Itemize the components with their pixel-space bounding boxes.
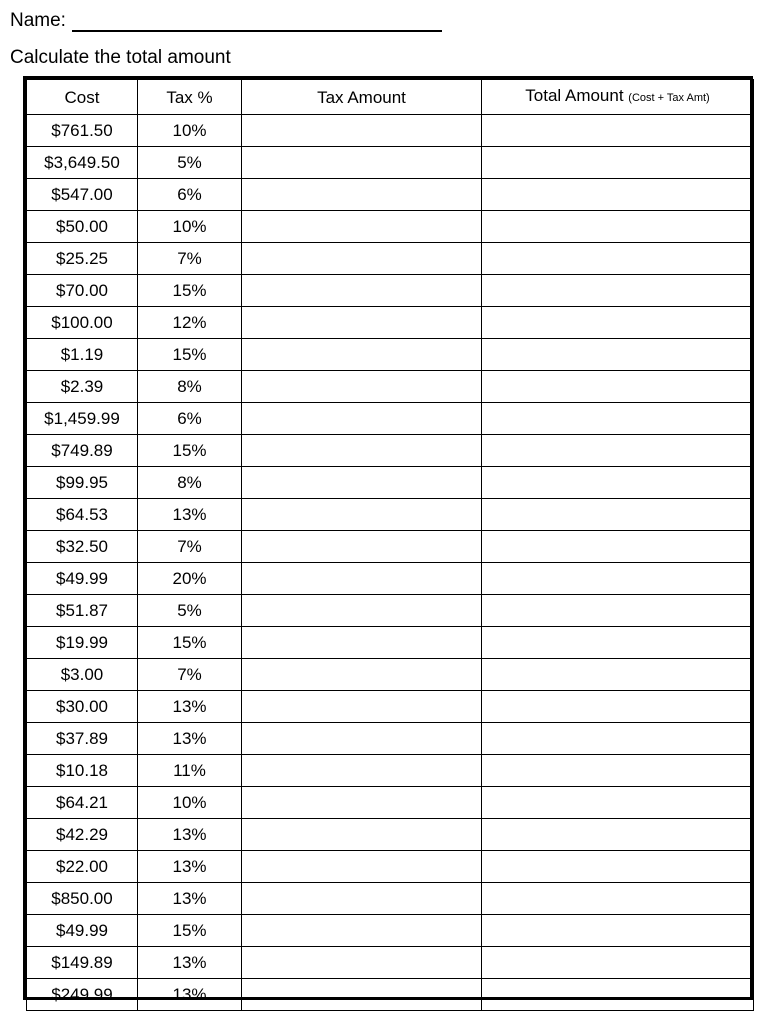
header-tax-amount: Tax Amount [242, 80, 482, 115]
tax-percent-cell: 13% [138, 883, 242, 915]
table-row [27, 211, 754, 243]
cost-cell: $51.87 [27, 595, 138, 627]
cost-cell: $850.00 [27, 883, 138, 915]
table-row [27, 307, 754, 339]
cost-cell: $37.89 [27, 723, 138, 755]
cost-cell: $22.00 [27, 851, 138, 883]
tax-amount-answer-cell[interactable] [242, 435, 482, 467]
tax-percent-cell: 15% [138, 627, 242, 659]
total-amount-answer-cell[interactable] [482, 275, 754, 307]
total-amount-answer-cell[interactable] [482, 115, 754, 147]
total-amount-answer-cell[interactable] [482, 499, 754, 531]
cost-cell: $3,649.50 [27, 147, 138, 179]
table-row [27, 467, 754, 499]
total-amount-answer-cell[interactable] [482, 883, 754, 915]
table-row [27, 531, 754, 563]
total-amount-answer-cell[interactable] [482, 403, 754, 435]
cost-cell: $2.39 [27, 371, 138, 403]
tax-percent-cell: 13% [138, 851, 242, 883]
tax-percent-cell: 11% [138, 755, 242, 787]
tax-percent-cell: 15% [138, 435, 242, 467]
tax-amount-answer-cell[interactable] [242, 723, 482, 755]
name-blank-line[interactable] [72, 8, 442, 32]
cost-cell: $10.18 [27, 755, 138, 787]
cost-cell: $149.89 [27, 947, 138, 979]
total-amount-answer-cell[interactable] [482, 307, 754, 339]
tax-amount-answer-cell[interactable] [242, 947, 482, 979]
tax-amount-answer-cell[interactable] [242, 147, 482, 179]
total-amount-answer-cell[interactable] [482, 947, 754, 979]
table-row [27, 787, 754, 819]
cost-cell: $30.00 [27, 691, 138, 723]
tax-percent-cell: 15% [138, 339, 242, 371]
tax-percent-cell: 5% [138, 147, 242, 179]
tax-percent-cell: 7% [138, 659, 242, 691]
tax-amount-answer-cell[interactable] [242, 499, 482, 531]
tax-amount-answer-cell[interactable] [242, 819, 482, 851]
tax-percent-cell: 13% [138, 979, 242, 1011]
tax-amount-answer-cell[interactable] [242, 339, 482, 371]
total-amount-answer-cell[interactable] [482, 147, 754, 179]
tax-amount-answer-cell[interactable] [242, 179, 482, 211]
table-row [27, 979, 754, 1011]
tax-percent-cell: 13% [138, 819, 242, 851]
table-row [27, 819, 754, 851]
table-row [27, 851, 754, 883]
cost-cell: $49.99 [27, 563, 138, 595]
table-row [27, 691, 754, 723]
total-amount-answer-cell[interactable] [482, 819, 754, 851]
table-row [27, 627, 754, 659]
table-row [27, 723, 754, 755]
tax-amount-answer-cell[interactable] [242, 115, 482, 147]
table-row [27, 563, 754, 595]
tax-amount-answer-cell[interactable] [242, 915, 482, 947]
tax-amount-answer-cell[interactable] [242, 979, 482, 1011]
total-amount-answer-cell[interactable] [482, 691, 754, 723]
table-row [27, 435, 754, 467]
total-amount-answer-cell[interactable] [482, 755, 754, 787]
total-amount-answer-cell[interactable] [482, 179, 754, 211]
cost-cell: $64.53 [27, 499, 138, 531]
name-field-row [10, 6, 442, 32]
total-amount-answer-cell[interactable] [482, 211, 754, 243]
tax-amount-answer-cell[interactable] [242, 211, 482, 243]
cost-cell: $64.21 [27, 787, 138, 819]
total-amount-answer-cell[interactable] [482, 531, 754, 563]
total-amount-answer-cell[interactable] [482, 659, 754, 691]
tax-amount-answer-cell[interactable] [242, 563, 482, 595]
tax-amount-answer-cell[interactable] [242, 371, 482, 403]
cost-cell: $249.99 [27, 979, 138, 1011]
header-tax-percent: Tax % [138, 80, 242, 115]
tax-amount-answer-cell[interactable] [242, 595, 482, 627]
total-amount-answer-cell[interactable] [482, 371, 754, 403]
total-amount-answer-cell[interactable] [482, 595, 754, 627]
table-row [27, 275, 754, 307]
cost-cell: $1.19 [27, 339, 138, 371]
tax-percent-cell: 6% [138, 179, 242, 211]
tax-amount-answer-cell[interactable] [242, 627, 482, 659]
cost-cell: $749.89 [27, 435, 138, 467]
tax-percent-cell: 5% [138, 595, 242, 627]
tax-amount-answer-cell[interactable] [242, 851, 482, 883]
instructions: Calculate the total amount [10, 47, 231, 68]
tax-percent-cell: 13% [138, 723, 242, 755]
total-amount-answer-cell[interactable] [482, 467, 754, 499]
table-row [27, 499, 754, 531]
table-row [27, 339, 754, 371]
total-amount-answer-cell[interactable] [482, 851, 754, 883]
table-body [27, 115, 754, 1011]
tax-percent-cell: 10% [138, 115, 242, 147]
header-total-amount-label: Total Amount [525, 86, 624, 105]
tax-amount-answer-cell[interactable] [242, 403, 482, 435]
header-cost: Cost [27, 80, 138, 115]
tax-amount-answer-cell[interactable] [242, 883, 482, 915]
table-row [27, 115, 754, 147]
table-row [27, 147, 754, 179]
tax-percent-cell: 13% [138, 947, 242, 979]
total-amount-answer-cell[interactable] [482, 435, 754, 467]
total-amount-answer-cell[interactable] [482, 979, 754, 1011]
cost-cell: $42.29 [27, 819, 138, 851]
total-amount-answer-cell[interactable] [482, 627, 754, 659]
cost-cell: $3.00 [27, 659, 138, 691]
table-row [27, 243, 754, 275]
table-row [27, 915, 754, 947]
cost-cell: $99.95 [27, 467, 138, 499]
cost-cell: $50.00 [27, 211, 138, 243]
tax-amount-answer-cell[interactable] [242, 691, 482, 723]
cost-cell: $547.00 [27, 179, 138, 211]
tax-amount-answer-cell[interactable] [242, 467, 482, 499]
tax-percent-cell: 13% [138, 499, 242, 531]
tax-amount-answer-cell[interactable] [242, 755, 482, 787]
table-row [27, 371, 754, 403]
table-row [27, 595, 754, 627]
table-header-row [27, 80, 754, 115]
tax-percent-cell: 20% [138, 563, 242, 595]
total-amount-answer-cell[interactable] [482, 563, 754, 595]
tax-percent-cell: 10% [138, 211, 242, 243]
tax-amount-answer-cell[interactable] [242, 243, 482, 275]
cost-cell: $100.00 [27, 307, 138, 339]
tax-amount-answer-cell[interactable] [242, 275, 482, 307]
tax-percent-cell: 15% [138, 915, 242, 947]
tax-amount-answer-cell[interactable] [242, 531, 482, 563]
name-label: Name: [10, 10, 66, 31]
tax-percent-cell: 7% [138, 243, 242, 275]
cost-cell: $761.50 [27, 115, 138, 147]
table-row [27, 403, 754, 435]
tax-percent-cell: 6% [138, 403, 242, 435]
tax-amount-answer-cell[interactable] [242, 787, 482, 819]
table-row [27, 947, 754, 979]
table-row [27, 179, 754, 211]
tax-percent-cell: 12% [138, 307, 242, 339]
worksheet-table-frame [23, 76, 753, 1004]
tax-worksheet-table [26, 79, 754, 1011]
cost-cell: $19.99 [27, 627, 138, 659]
total-amount-answer-cell[interactable] [482, 243, 754, 275]
tax-amount-answer-cell[interactable] [242, 659, 482, 691]
table-row [27, 659, 754, 691]
cost-cell: $1,459.99 [27, 403, 138, 435]
cost-cell: $49.99 [27, 915, 138, 947]
total-amount-answer-cell[interactable] [482, 339, 754, 371]
tax-percent-cell: 15% [138, 275, 242, 307]
total-amount-answer-cell[interactable] [482, 915, 754, 947]
table-row [27, 755, 754, 787]
cost-cell: $32.50 [27, 531, 138, 563]
tax-percent-cell: 8% [138, 371, 242, 403]
tax-percent-cell: 10% [138, 787, 242, 819]
table-row [27, 883, 754, 915]
tax-percent-cell: 8% [138, 467, 242, 499]
tax-percent-cell: 13% [138, 691, 242, 723]
header-total-amount [482, 80, 754, 115]
total-amount-answer-cell[interactable] [482, 723, 754, 755]
cost-cell: $70.00 [27, 275, 138, 307]
total-amount-answer-cell[interactable] [482, 787, 754, 819]
header-total-note: (Cost + Tax Amt) [628, 92, 710, 104]
tax-amount-answer-cell[interactable] [242, 307, 482, 339]
cost-cell: $25.25 [27, 243, 138, 275]
tax-percent-cell: 7% [138, 531, 242, 563]
